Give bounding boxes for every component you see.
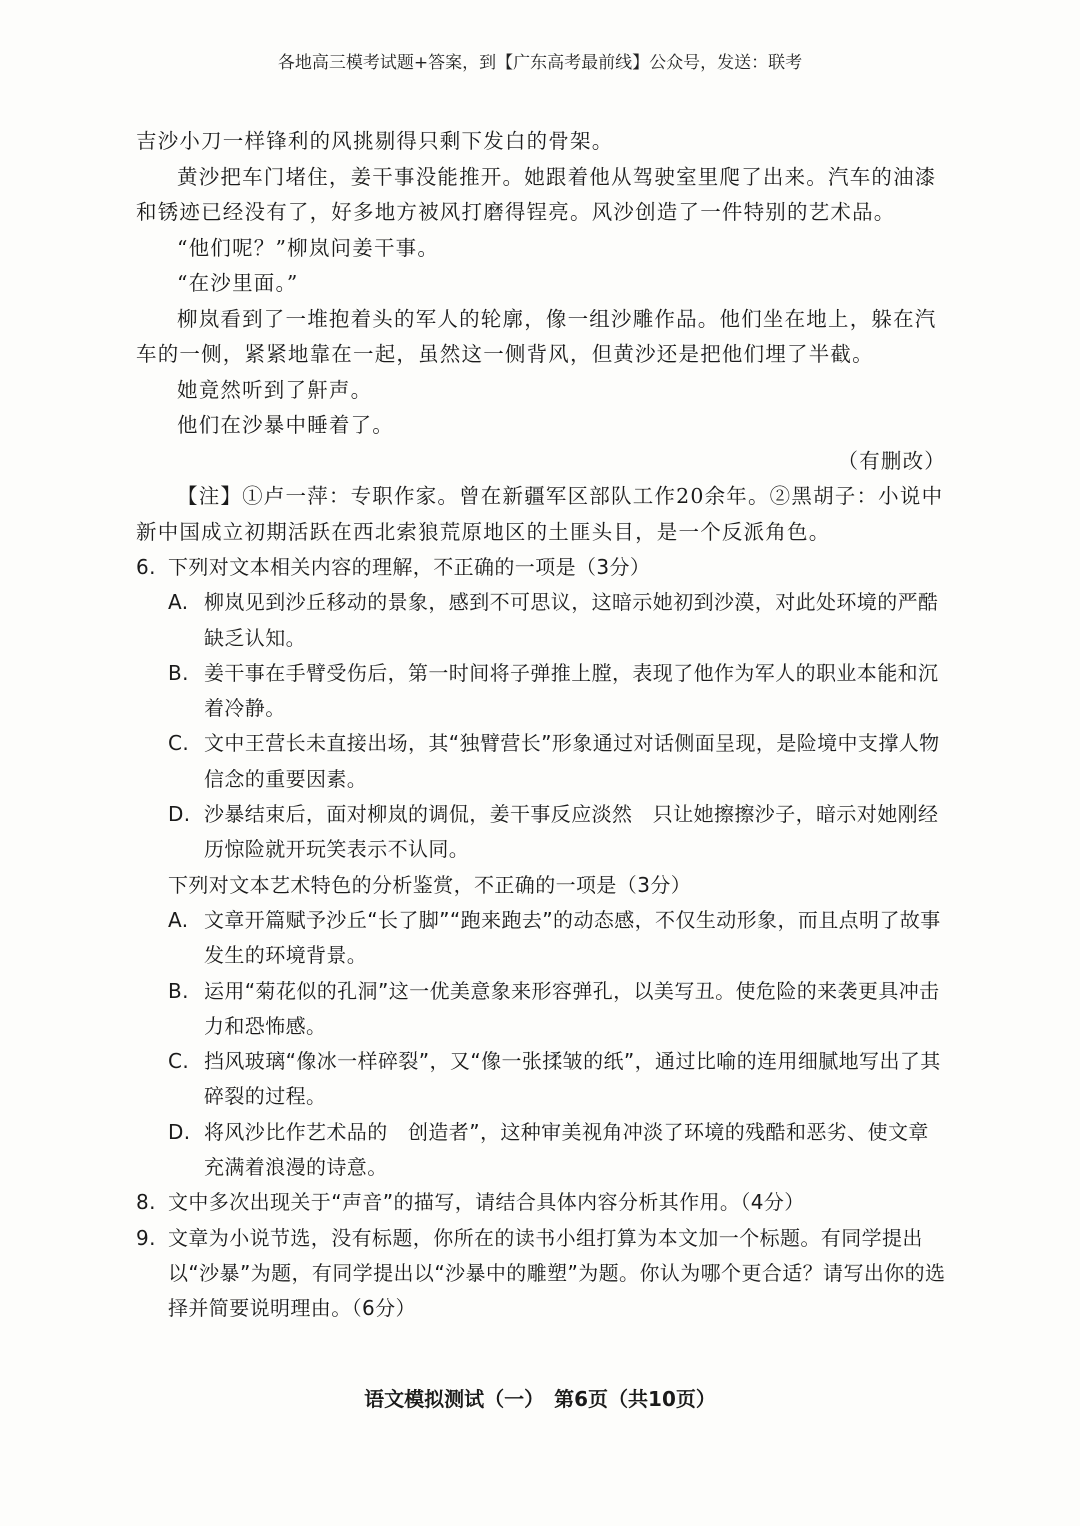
question-8 xyxy=(136,1185,948,1220)
question-6 xyxy=(136,550,948,585)
question-9 xyxy=(136,1221,948,1327)
option-letter: D. xyxy=(168,802,191,827)
option-text: 挡风玻璃“像冰一样碎裂”，又“像一张揉皱的纸”，通过比喻的连用细腻地写出了其碎裂的过程。 xyxy=(204,1049,941,1109)
reading-passage xyxy=(136,124,946,550)
option-text: 柳岚见到沙丘移动的景象，感到不可思议，这暗示她初到沙漠，对此处环境的严酷缺乏认知。 xyxy=(204,590,939,650)
question-7-option-c xyxy=(136,1044,948,1115)
question-7-option-b xyxy=(136,974,948,1045)
question-stem: 文章为小说节选，没有标题，你所在的读书小组打算为本文加一个标题。有同学提出以“沙暴”为题，有同学提出以“沙暴中的雕塑”为题。你认为哪个更合适？请写出你的选择并简要说明理由。（6分） xyxy=(168,1225,946,1321)
option-letter: C. xyxy=(168,731,190,756)
option-text: 文章开篇赋予沙丘“长了脚”“跑来跑去”的动态感，不仅生动形象，而且点明了故事发生的环境背景。 xyxy=(204,907,941,968)
option-text: 文中王营长未直接出场，其“独臂营长”形象通过对话侧面呈现，是险境中支撑人物信念的重要因素。 xyxy=(204,731,940,791)
source-note: （有删改） xyxy=(837,448,946,473)
option-letter: A. xyxy=(168,907,189,932)
header-banner: 各地高三模考试题+答案，到【广东高考最前线】公众号，发送：联考 xyxy=(277,53,803,73)
question-7 xyxy=(136,868,948,903)
question-6-option-d xyxy=(136,797,948,868)
question-7-option-d xyxy=(136,1115,948,1186)
question-7-option-a xyxy=(136,903,948,974)
question-number: 8. xyxy=(136,1190,156,1215)
question-stem: 文中多次出现关于“声音”的描写，请结合具体内容分析其作用。（4分） xyxy=(168,1190,805,1215)
option-letter: B. xyxy=(168,978,189,1003)
option-letter: D. xyxy=(168,1119,191,1144)
option-text: 运用“菊花似的孔洞”这一优美意象来形容弹孔，以美写丑。使危险的来袭更具冲击力和恐怖感。 xyxy=(204,978,940,1038)
question-6-option-b xyxy=(136,656,948,727)
passage-paragraph: 柳岚看到了一堆抱着头的军人的轮廓，像一组沙雕作品。他们坐在地上，躲在汽车的一侧，紧紧地靠在一起，虽然这一侧背风，但黄沙还是把他们埋了半截。 xyxy=(136,306,937,366)
question-6-option-c xyxy=(136,726,948,797)
question-section xyxy=(136,550,948,1327)
question-stem: 下列对文本相关内容的理解，不正确的一项是（3分） xyxy=(168,555,651,579)
page-footer: 语文模拟测试（一） 第6页（共10页） xyxy=(364,1387,716,1411)
passage-paragraph: 他们在沙暴中睡着了。 xyxy=(177,413,394,437)
question-stem: 下列对文本艺术特色的分析鉴赏，不正确的一项是（3分） xyxy=(168,872,692,897)
passage-paragraph: 吉沙小刀一样锋利的风挑剔得只剩下发白的骨架。 xyxy=(136,129,614,153)
option-text: 姜干事在手臂受伤后，第一时间将子弹推上膛，表现了他作为军人的职业本能和沉着冷静。 xyxy=(204,660,939,721)
question-number: 6. xyxy=(136,555,156,579)
question-number: 9. xyxy=(136,1225,156,1250)
annotation-note: 【注】①卢一萍：专职作家。曾在新疆军区部队工作20余年。②黑胡子：小说中新中国成立初期活跃在西北索狼荒原地区的土匪头目，是一个反派角色。 xyxy=(136,484,944,544)
passage-paragraph: 黄沙把车门堵住，姜干事没能推开。她跟着他从驾驶室里爬了出来。汽车的油漆和锈迹已经没有了，好多地方被风打磨得锃亮。风沙创造了一件特别的艺术品。 xyxy=(136,164,937,224)
question-6-option-a xyxy=(136,585,948,656)
option-text: 将风沙比作艺术品的 创造者”，这种审美视角冲淡了环境的残酷和恶劣、使文章充满着浪漫的诗意。 xyxy=(204,1119,929,1180)
option-letter: B. xyxy=(168,660,189,685)
passage-paragraph: 她竟然听到了鼾声。 xyxy=(177,377,373,402)
option-letter: C. xyxy=(168,1049,190,1074)
option-letter: A. xyxy=(168,590,189,615)
passage-paragraph: “他们呢？”柳岚问姜干事。 xyxy=(177,235,440,260)
passage-paragraph: “在沙里面。” xyxy=(177,271,299,295)
option-text: 沙暴结束后，面对柳岚的调侃，姜干事反应淡然 只让她擦擦沙子，暗示对她刚经历惊险就开玩笑表示不认同。 xyxy=(204,802,939,862)
